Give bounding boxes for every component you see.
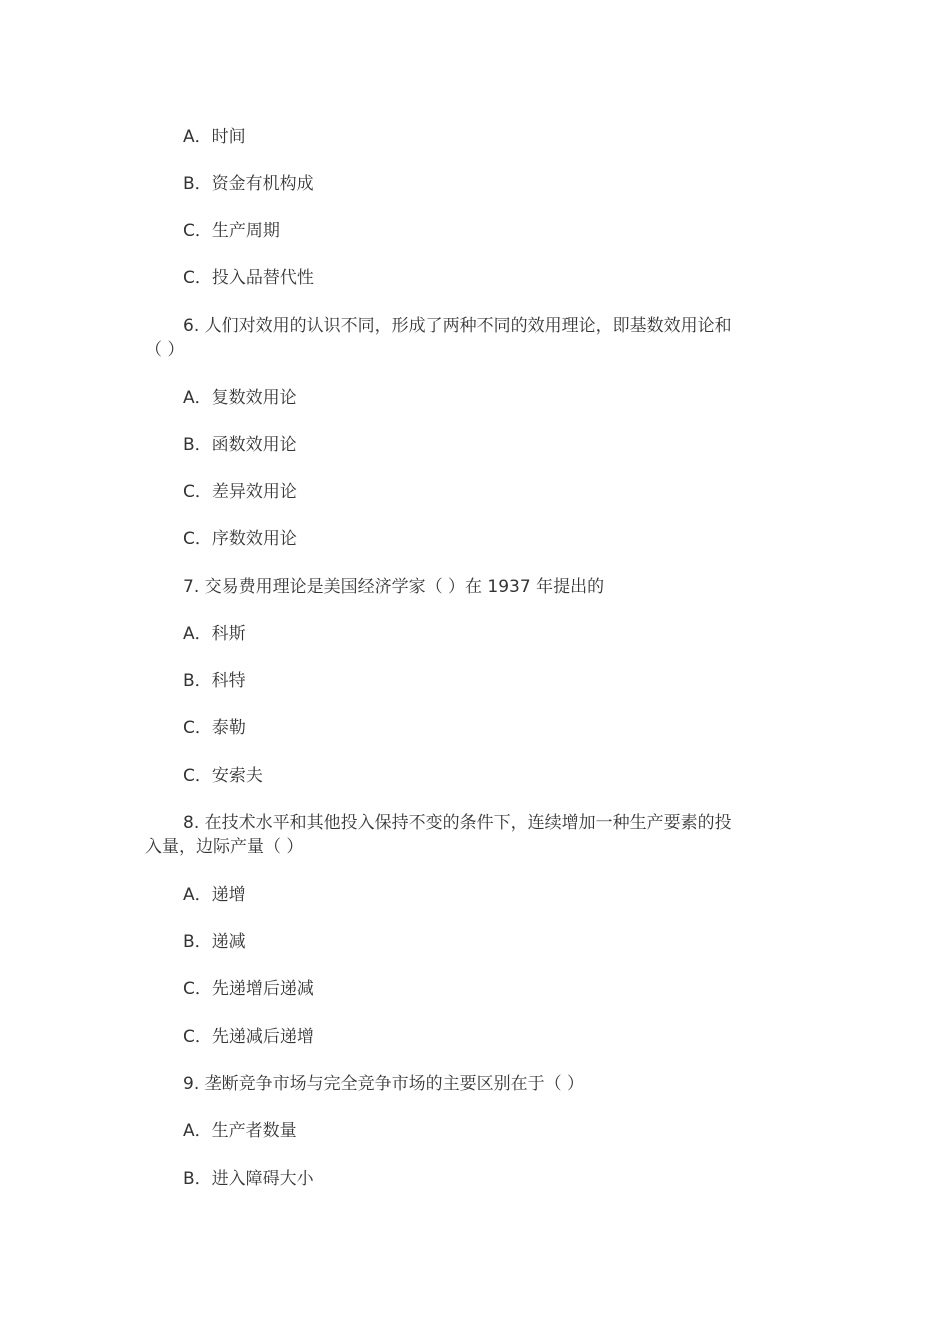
- question-text: 8. 在技术水平和其他投入保持不变的条件下，连续增加一种生产要素的投: [183, 813, 732, 833]
- option-line: B．资金有机构成: [183, 174, 314, 194]
- option-line: B．函数效用论: [183, 435, 297, 455]
- option-line: C．泰勒: [183, 718, 246, 738]
- option-line: B．科特: [183, 671, 246, 691]
- option-line: B．递减: [183, 932, 246, 952]
- question-8: [145, 811, 805, 859]
- question-9: 9. 垄断竞争市场与完全竞争市场的主要区别在于（ ）: [183, 1074, 585, 1094]
- question-text-continuation: 入量，边际产量（ ）: [145, 837, 304, 857]
- option-line: C．序数效用论: [183, 529, 297, 549]
- option-line: C．投入品替代性: [183, 268, 314, 288]
- option-line: C．安索夫: [183, 766, 263, 786]
- option-line: B．进入障碍大小: [183, 1169, 314, 1189]
- question-7: 7. 交易费用理论是美国经济学家（ ）在 1937 年提出的: [183, 577, 605, 597]
- option-line: A．科斯: [183, 624, 246, 644]
- question-6: [145, 314, 805, 362]
- option-line: A．时间: [183, 127, 246, 147]
- question-text: 6. 人们对效用的认识不同，形成了两种不同的效用理论，即基数效用论和: [183, 316, 732, 336]
- option-line: C．生产周期: [183, 221, 280, 241]
- option-line: C．先递减后递增: [183, 1027, 314, 1047]
- option-line: C．先递增后递减: [183, 979, 314, 999]
- option-line: C．差异效用论: [183, 482, 297, 502]
- option-line: A．复数效用论: [183, 388, 297, 408]
- option-line: A．生产者数量: [183, 1121, 297, 1141]
- question-text-continuation: （ ）: [145, 340, 185, 360]
- option-line: A．递增: [183, 885, 246, 905]
